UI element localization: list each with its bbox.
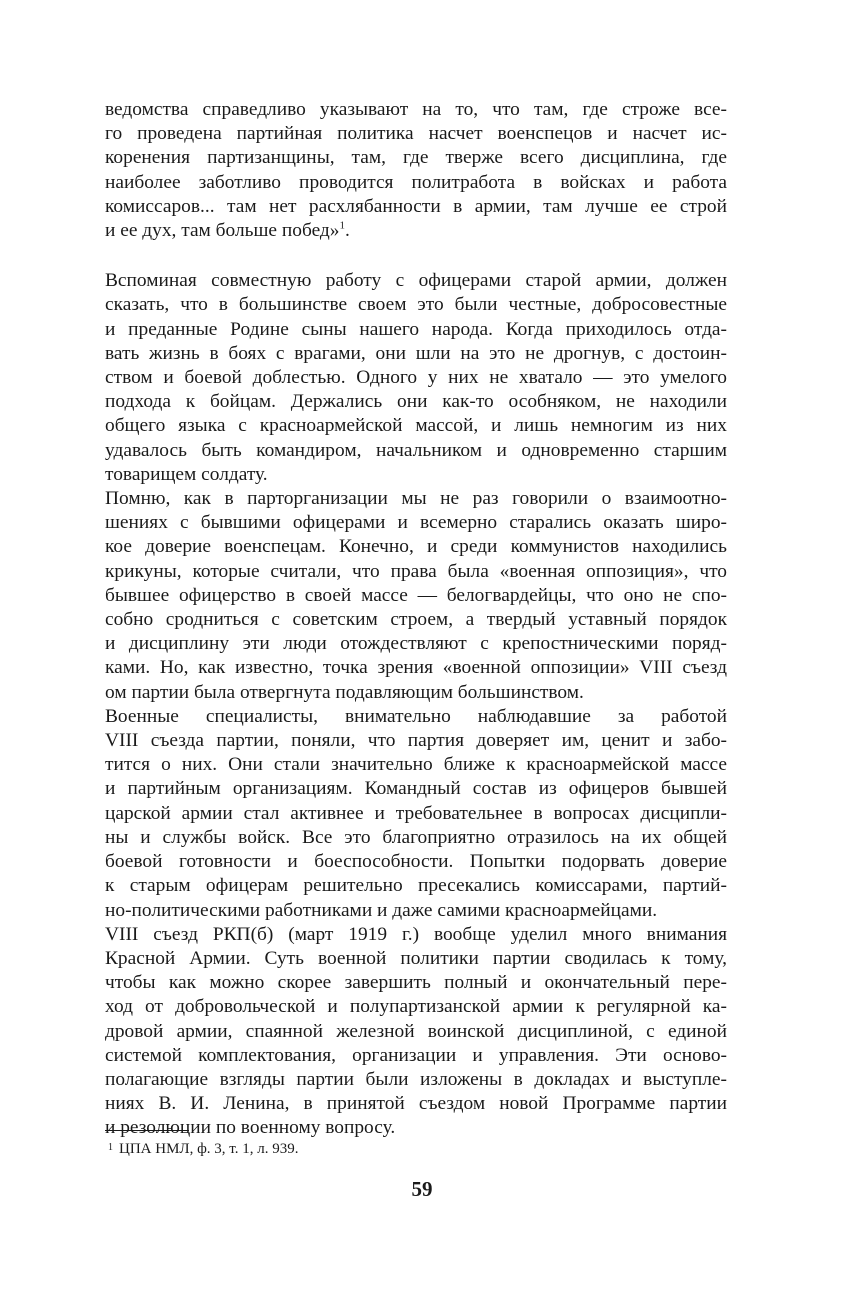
- paragraph-line: полагающие взгляды партии были изложены в докладах и выступле-: [105, 1068, 727, 1090]
- quote-block: [105, 98, 727, 243]
- paragraph-line: вать жизнь в боях с врагами, они шли на это не дрогнув, с достоин-: [105, 342, 727, 364]
- paragraph-line: общего языка с красноармейской массой, и лишь немногим из них: [105, 415, 727, 437]
- paragraph-line: но-политическими работниками и даже самими красноармейцами.: [105, 899, 658, 921]
- paragraph-line: к старым офицерам решительно пресекались комиссарами, партий-: [105, 875, 727, 897]
- paragraph-line: ны и службы войск. Все это благоприятно отразилось на их общей: [105, 826, 727, 848]
- paragraph-line: и резолюции по военному вопросу.: [105, 1117, 396, 1139]
- paragraph-line: и преданные Родине сыны нашего народа. Когда приходилось отда-: [105, 318, 727, 340]
- paragraph-line: шениях с бывшими офицерами и всемерно старались оказать широ-: [105, 512, 727, 534]
- paragraph-line: ниях В. И. Ленина, в принятой съездом новой Программе партии: [105, 1093, 727, 1115]
- paragraph-line: тится о них. Они стали значительно ближе к красноармейской массе: [105, 754, 727, 776]
- paragraph: [105, 923, 727, 1141]
- paragraph-line: Красной Армии. Суть военной политики партии сводилась к тому,: [105, 947, 727, 969]
- paragraph-line: чтобы как можно скорее завершить полный и окончательный пере-: [105, 972, 727, 994]
- quote-line: комиссаров... там нет расхлябанности в армии, там лучше ее строй: [105, 195, 727, 217]
- page-body: [105, 98, 727, 1141]
- paragraph-line: подхода к бойцам. Держались они как-то особняком, не находили: [105, 391, 727, 413]
- paragraph-line: и дисциплину эти люди отождествляют с крепостническими поряд-: [105, 633, 727, 655]
- paragraph-line: ход от добровольческой и полупартизанской армии к регулярной ка-: [105, 996, 727, 1018]
- paragraph-line: ством и боевой доблестью. Одного у них не хватало — это умелого: [105, 367, 727, 389]
- paragraph-line: Военные специалисты, внимательно наблюдавшие за работой: [105, 705, 727, 727]
- paragraph: [105, 269, 727, 487]
- quote-line: коренения партизанщины, там, где тверже всего дисциплина, где: [105, 147, 727, 169]
- paragraph-line: кое доверие военспецам. Конечно, и среди коммунистов находились: [105, 536, 727, 558]
- paragraph-line: ом партии была отвергнута подавляющим большинством.: [105, 681, 584, 703]
- quote-end-punctuation: .: [344, 220, 350, 242]
- footnote-reference[interactable]: 1: [339, 219, 345, 232]
- paragraph-line: Помню, как в парторганизации мы не раз говорили о взаимоотно-: [105, 488, 727, 510]
- quote-line-last: [105, 219, 727, 243]
- quote-line: наиболее заботливо проводится политработа в войсках и работа: [105, 171, 727, 193]
- paragraph-line: товарищем солдату.: [105, 463, 268, 485]
- paragraph-line: VIII съезда партии, поняли, что партия доверяет им, ценит и забо-: [105, 730, 727, 752]
- paragraph-line: сказать, что в большинстве своем это были честные, добросовестные: [105, 294, 727, 316]
- quote-line-text: и ее дух, там больше побед»: [105, 220, 340, 242]
- footnote: [108, 1139, 298, 1158]
- paragraph-line: боевой готовности и боеспособности. Попытки подорвать доверие: [105, 851, 727, 873]
- paragraph-line: VIII съезд РКП(б) (март 1919 г.) вообще уделил много внимания: [105, 923, 727, 945]
- paragraph-line: дровой армии, спаянной железной воинской дисциплиной, с единой: [105, 1020, 727, 1042]
- paragraph-line: собно сродниться с советским строем, а твердый уставный порядок: [105, 609, 727, 631]
- footnote-divider: [105, 1130, 189, 1131]
- paragraph-line: системой комплектования, организации и управления. Эти осново-: [105, 1044, 727, 1066]
- paragraph-line: царской армии стал активнее и требовательнее в вопросах дисципли-: [105, 802, 727, 824]
- paragraph-line: удавалось быть командиром, начальником и одновременно старшим: [105, 439, 727, 461]
- paragraph-line: и партийным организациям. Командный состав из офицеров бывшей: [105, 778, 727, 800]
- paragraph: [105, 487, 727, 705]
- footnote-mark: 1: [108, 1142, 113, 1153]
- paragraph-line: крикуны, которые считали, что права была «военная оппозиция», что: [105, 560, 727, 582]
- footnote-text: ЦПА НМЛ, ф. 3, т. 1, л. 939.: [119, 1141, 299, 1157]
- paragraph-line: Вспоминая совместную работу с офицерами старой армии, должен: [105, 270, 727, 292]
- page-number: 59: [411, 1177, 433, 1201]
- paragraph-line: ками. Но, как известно, точка зрения «военной оппозиции» VIII съезд: [105, 657, 727, 679]
- quote-line: ведомства справедливо указывают на то, что там, где строже все-: [105, 99, 727, 120]
- quote-line: го проведена партийная политика насчет военспецов и насчет ис-: [105, 123, 727, 145]
- paragraph-line: бывшее офицерство в своей массе — белогвардейцы, что оно не спо-: [105, 584, 727, 606]
- paragraph: [105, 705, 727, 923]
